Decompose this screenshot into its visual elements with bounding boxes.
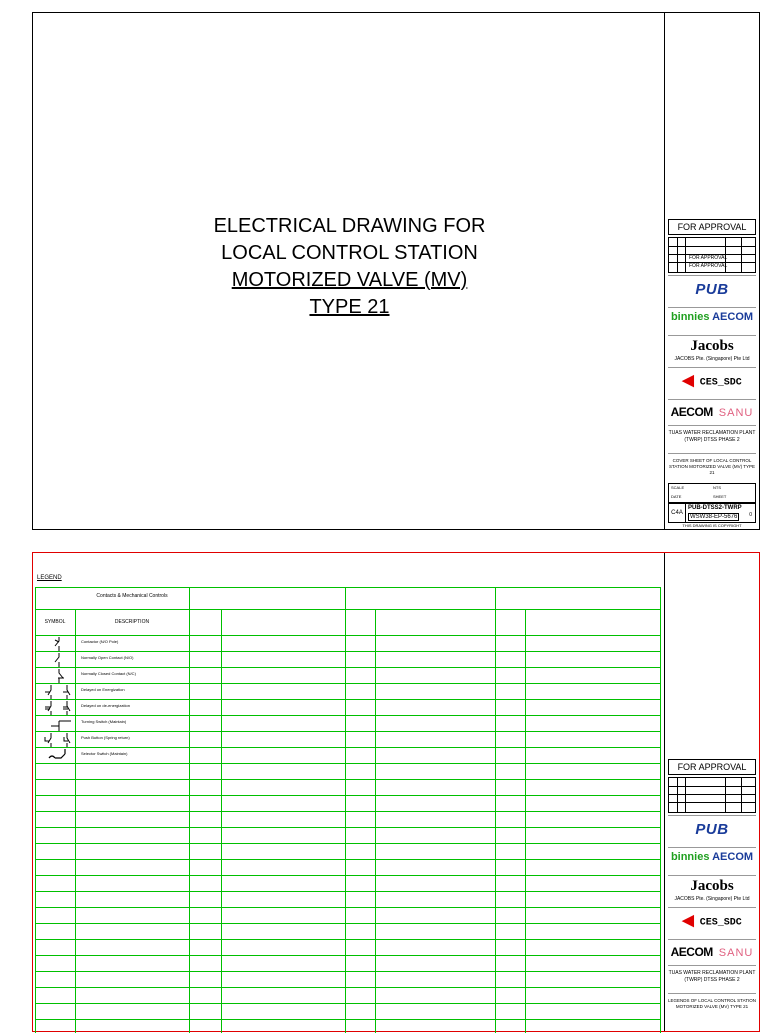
pub-logo: PUB: [668, 275, 756, 304]
table-row-line: [35, 971, 661, 972]
ces-logo: ◀ CES_SDC: [668, 367, 756, 396]
table-row-line: [35, 779, 661, 780]
approval-stamp: FOR APPROVAL: [668, 219, 756, 235]
binnies-aecom-logo: [668, 307, 756, 332]
project-name: TUAS WATER RECLAMATION PLANT (TWRP) DTSS PHASE 2: [668, 425, 756, 451]
title-line-4: TYPE 21: [309, 296, 390, 318]
legend-row-7: Push Button (Spring return): [81, 735, 130, 740]
contract-number: PUB-DTSS2-TWRP: [688, 505, 742, 511]
selector-switch-icon: [41, 749, 77, 763]
rev-code: C4A: [669, 504, 686, 522]
drawing-description: COVER SHEET OF LOCAL CONTROL STATION MOTORIZED VALVE (MV) TYPE 21: [668, 453, 756, 481]
legend-row-4: Delayed on Energization: [81, 687, 125, 692]
table-row-line: [35, 987, 661, 988]
turning-switch-icon: [41, 717, 77, 731]
rev-row-2: FOR APPROVAL: [689, 263, 728, 269]
table-row-line: [35, 731, 661, 732]
aecom-logo-2: AECOM: [670, 405, 713, 419]
revision-number: 0: [749, 512, 752, 518]
ces-mark-icon: ◀: [682, 373, 694, 390]
legend-table: [35, 587, 661, 1033]
legend-label: LEGEND: [37, 575, 62, 581]
drawing-number: WSW38-EP-5676: [690, 514, 738, 520]
table-row-line: [35, 811, 661, 812]
table-row-line: [35, 795, 661, 796]
push-button-icon: [41, 733, 77, 747]
table-row-line: [35, 843, 661, 844]
table-row-line: [35, 715, 661, 716]
contacts-header: Contacts & Mechanical Controls: [96, 593, 168, 599]
meta-grid: SCALE NTS DATE SHEET: [668, 483, 756, 503]
table-row-line: [35, 763, 661, 764]
ces-mark-icon-2: ◀: [682, 913, 694, 930]
table-row-line: [35, 1003, 661, 1004]
drawing-title: [33, 213, 666, 321]
jacobs-sub: JACOBS Pte. (Singapore) Pte Ltd: [674, 356, 750, 362]
drawing-number-block: [668, 503, 756, 523]
revision-table-2: [668, 777, 756, 813]
table-row-line: [35, 747, 661, 748]
jacobs-logo-block-2: Jacobs JACOBS Pte. (Singapore) Pte Ltd: [668, 875, 756, 904]
legend-row-6: Turning Switch (Maintain): [81, 719, 127, 724]
contactor-symbol-icon: [41, 637, 77, 651]
delay-on-deenergization-icon: [41, 701, 77, 715]
aecom-logo: AECOM: [712, 311, 754, 323]
table-row-line: [35, 699, 661, 700]
nc-contact-symbol-icon: [41, 669, 77, 683]
drawing-description-2: LEGENDS OF LOCAL CONTROL STATION MOTORIZED VALVE (MV) TYPE 21: [668, 993, 756, 1021]
aecom-sanu-logo-2: AECOM SANU: [668, 939, 756, 964]
title-line-3: MOTORIZED VALVE (MV): [231, 269, 468, 291]
sanu-logo: SANU: [718, 407, 754, 419]
rev-row-1: FOR APPROVAL: [689, 255, 728, 261]
delay-on-energization-icon: [41, 685, 77, 699]
legend-row-5: Delayed on de-energization: [81, 703, 130, 708]
table-row-line: [35, 907, 661, 908]
table-row-line: [35, 891, 661, 892]
table-row-line: [35, 939, 661, 940]
table-row-line: [35, 859, 661, 860]
project-name-2: TUAS WATER RECLAMATION PLANT (TWRP) DTSS PHASE 2: [668, 965, 756, 991]
title-line-1: ELECTRICAL DRAWING FOR: [213, 215, 486, 237]
table-row-line: [35, 667, 661, 668]
table-row-line: [35, 875, 661, 876]
legend-sheet: [32, 552, 760, 1032]
legend-row-1: Contactor (N/O Pole): [81, 639, 119, 644]
legend-row-3: Normally Closed Contact (N/C): [81, 671, 136, 676]
table-row-line: [35, 1019, 661, 1020]
binnies-logo: binnies: [670, 311, 710, 323]
binnies-aecom-logo-2: binnies AECOM: [668, 847, 756, 872]
table-row-line: [35, 651, 661, 652]
title-block: [664, 13, 759, 529]
copyright-note: THIS DRAWING IS COPYRIGHT: [682, 523, 742, 528]
no-contact-symbol-icon: [41, 653, 77, 667]
legend-row-2: Normally Open Contact (N/O): [81, 655, 134, 660]
title-block-2: [664, 553, 759, 1031]
jacobs-logo: Jacobs: [690, 338, 734, 354]
ces-logo-2: ◀ CES_SDC: [668, 907, 756, 936]
table-row-line: [35, 827, 661, 828]
revision-table: [668, 237, 756, 273]
title-line-2: LOCAL CONTROL STATION: [221, 242, 478, 264]
aecom-sanu-logo: [668, 399, 756, 424]
table-row-line: [35, 683, 661, 684]
table-row-line: [35, 955, 661, 956]
jacobs-logo-block: [668, 335, 756, 364]
description-header: DESCRIPTION: [114, 619, 150, 625]
legend-row-8: Selector Switch (Maintain): [81, 751, 128, 756]
symbol-header: SYMBOL: [44, 619, 66, 625]
pub-logo-2: PUB: [668, 815, 756, 844]
table-row-line: [35, 923, 661, 924]
cover-sheet: [32, 12, 760, 530]
approval-stamp-2: FOR APPROVAL: [668, 759, 756, 775]
